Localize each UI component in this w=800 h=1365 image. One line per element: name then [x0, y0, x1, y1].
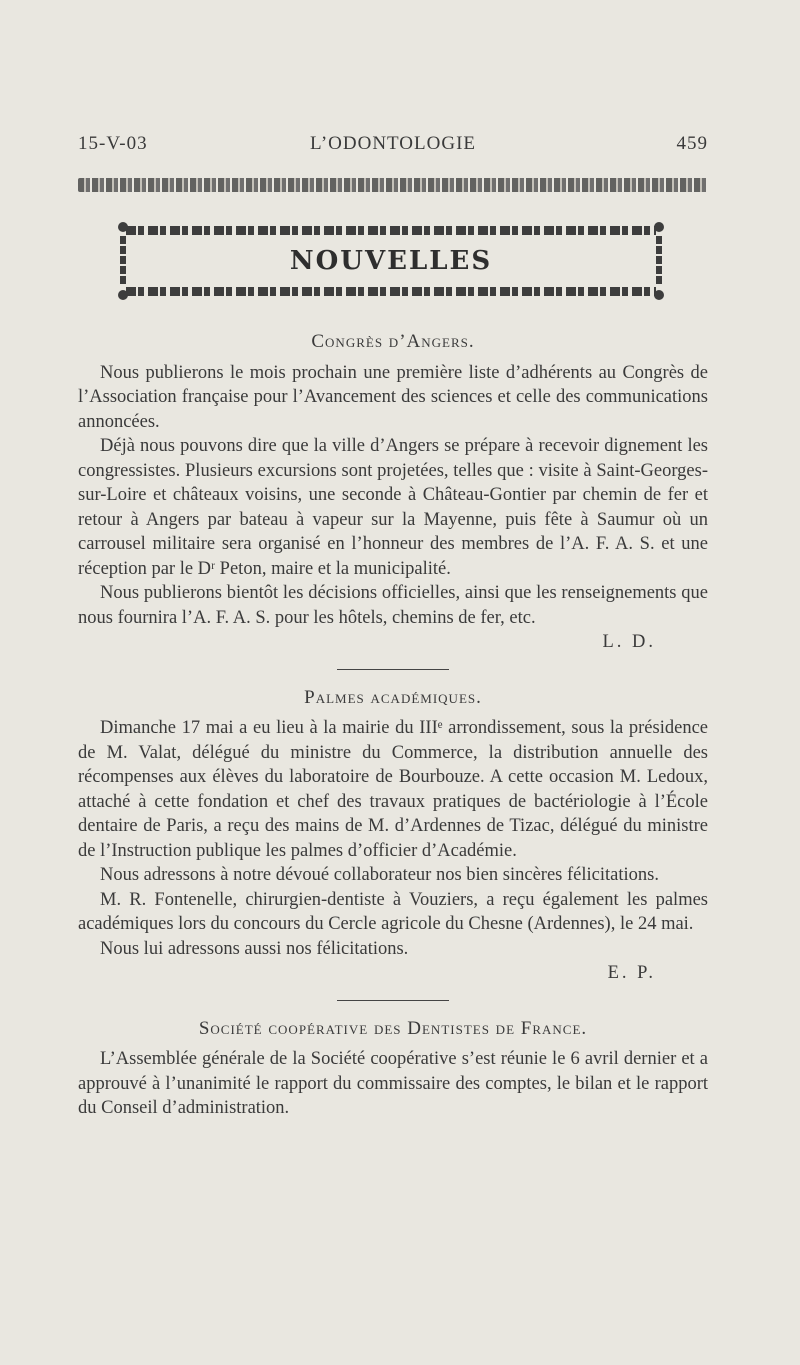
- journal-title: L’ODONTOLOGIE: [309, 133, 477, 154]
- paragraph: Nous publierons bientôt les décisions officielles, ainsi que les renseignements que nous fournira l’A. F. A. S. pour les hôtels, chemins de fer, etc.: [78, 583, 708, 628]
- section-title: NOUVELLES: [289, 246, 493, 276]
- article-heading: Palmes académiques.: [304, 686, 482, 708]
- article-body: [78, 326, 708, 1121]
- article-heading: Société coopérative des Dentistes de France.: [198, 1017, 588, 1039]
- signature: E. P.: [607, 963, 656, 983]
- paragraph: Nous lui adressons aussi nos félicitations.: [100, 938, 409, 959]
- frame-corner-ornament: [654, 222, 664, 232]
- separator-rule: [337, 1000, 449, 1001]
- paragraph: M. R. Fontenelle, chirurgien-dentiste à Vouziers, a reçu également les palmes académiques lors du concours du Cercle agricole du Chesne (Ardennes), le 24 mai.: [78, 889, 708, 934]
- separator-rule: [337, 669, 449, 670]
- frame-border-top: [126, 226, 656, 235]
- article-heading: Congrès d’Angers.: [311, 331, 475, 352]
- frame-border-bottom: [126, 287, 656, 296]
- page-number: 459: [676, 133, 708, 154]
- paragraph: L’Assemblée générale de la Société coopérative s’est réunie le 6 avril dernier et a approuvé à l’unanimité le rapport du commissaire des comptes, le bilan et le rapport du Conseil d’administration.: [78, 1049, 708, 1118]
- running-head: [78, 133, 708, 163]
- paragraph: Déjà nous pouvons dire que la ville d’Angers se prépare à recevoir dignement les congressistes. Plusieurs excursions sont projetées, telles que : visite à Saint-Georges-sur-Loire et châteaux voisins, une seconde à Château-Gontier par chemin de fer et retour à Angers par bateau à vapeur sur la Mayenne, puis fête à Saumur où un carrousel militaire sera organisé en l’honneur des membres de l’A. F. A. S. et une réception par le Dʳ Peton, maire et la municipalité.: [78, 436, 708, 579]
- issue-date: 15-V-03: [78, 133, 148, 154]
- section-title-frame: [118, 222, 664, 300]
- ornamental-rule: [78, 178, 708, 192]
- frame-corner-ornament: [118, 290, 128, 300]
- paragraph: Dimanche 17 mai a eu lieu à la mairie du IIIᵉ arrondissement, sous la présidence de M. Valat, délégué du ministre du Commerce, la distribution annuelle des récompenses aux élèves du laboratoire de Bourbouze. A cette occasion M. Ledoux, attaché à cette fondation et chef des travaux pratiques de bactériologie à l’École dentaire de Paris, a reçu des mains de M. d’Ardennes de Tizac, délégué du ministre de l’Instruction publique les palmes d’officier d’Académie.: [78, 718, 708, 861]
- signature: L. D.: [602, 632, 656, 652]
- paragraph: Nous publierons le mois prochain une première liste d’adhérents au Congrès de l’Association française pour l’Avancement des sciences et celle des communications annoncées.: [78, 362, 708, 432]
- frame-corner-ornament: [118, 222, 128, 232]
- paragraph: Nous adressons à notre dévoué collaborateur nos bien sincères félicitations.: [100, 865, 659, 885]
- frame-corner-ornament: [654, 290, 664, 300]
